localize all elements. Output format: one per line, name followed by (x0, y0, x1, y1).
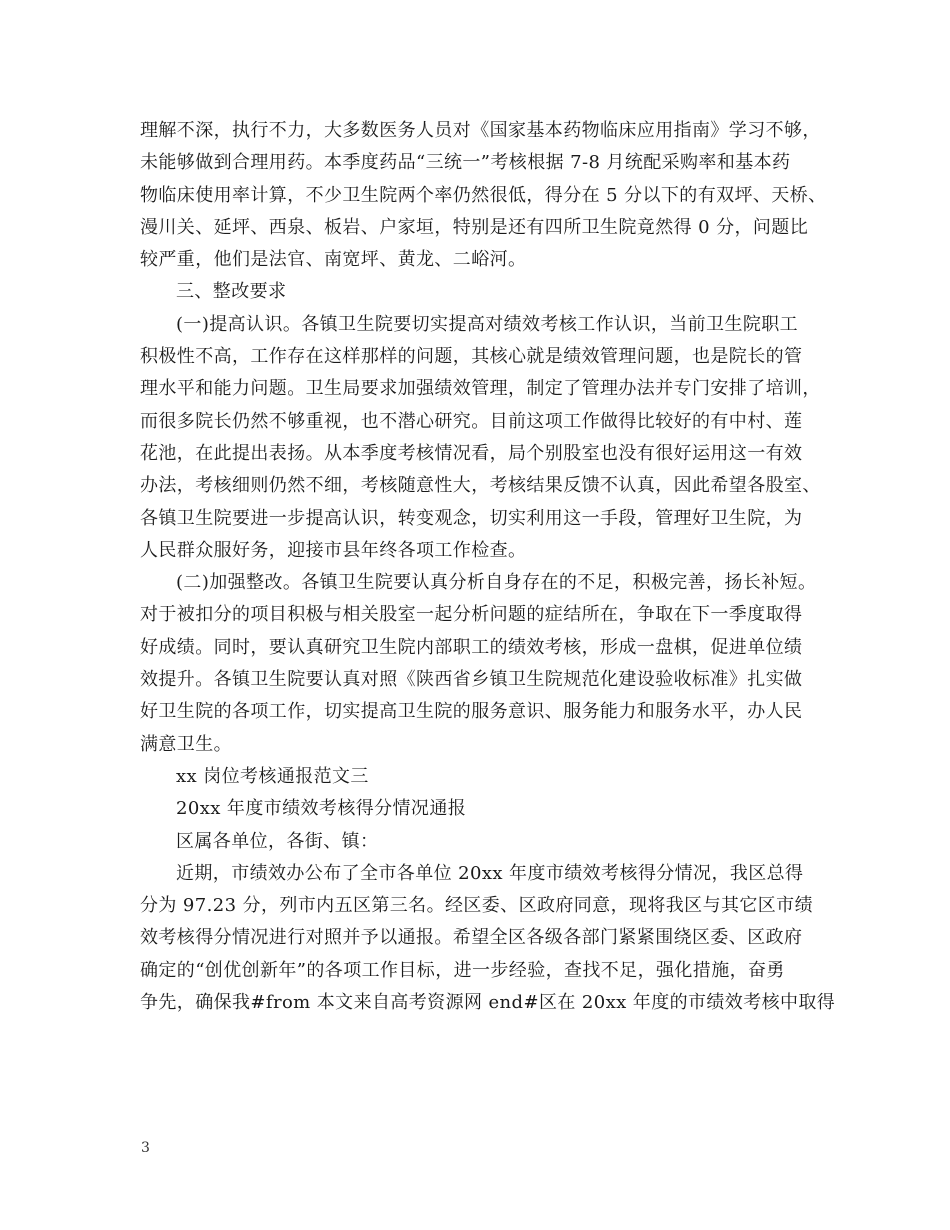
text-line: 效提升。各镇卫生院要认真对照《陕西省乡镇卫生院规范化建设验收标准》扎实做 (140, 669, 803, 691)
document-body (140, 115, 836, 1019)
text-line: 办法，考核细则仍然不细，考核随意性大，考核结果反馈不认真，因此希望各股室、 (140, 475, 821, 497)
text-line: 区属各单位，各街、镇： (176, 830, 379, 852)
text-line: 近期，市绩效办公布了全市各单位 20xx 年度市绩效考核得分情况，我区总得 (176, 862, 804, 884)
text-line: 理水平和能力问题。卫生局要求加强绩效管理，制定了管理办法并专门安排了培训， (140, 378, 821, 400)
text-line: (一)提高认识。各镇卫生院要切实提高对绩效考核工作认识，当前卫生院职工 (176, 313, 799, 335)
text-line: 好成绩。同时，要认真研究卫生院内部职工的绩效考核，形成一盘棋，促进单位绩 (140, 636, 803, 658)
text-line: 确定的“创优创新年”的各项工作目标，进一步经验，查找不足，强化措施，奋勇 (140, 959, 785, 981)
text-line: 理解不深，执行不力，大多数医务人员对《国家基本药物临床应用指南》学习不够， (140, 120, 821, 141)
text-line: 对于被扣分的项目积极与相关股室一起分析问题的症结所在，争取在下一季度取得 (140, 604, 803, 626)
text-line: 分为 97.23 分，列市内五区第三名。经区委、区政府同意，现将我区与其它区市绩 (140, 895, 813, 917)
text-line: (二)加强整改。各镇卫生院要认真分析自身存在的不足，积极完善，扬长补短。 (176, 572, 817, 594)
text-line: 人民群众服好务，迎接市县年终各项工作检查。 (140, 539, 527, 561)
text-line: 花池，在此提出表扬。从本季度考核情况看，局个别股室也没有很好运用这一有效 (140, 442, 803, 464)
text-line: xx 岗位考核通报范文三 (176, 765, 369, 787)
text-line: 积极性不高，工作存在这样那样的问题，其核心就是绩效管理问题，也是院长的管 (140, 346, 803, 368)
text-line: 争先，确保我#from 本文来自高考资源网 end#区在 20xx 年度的市绩效考核中取得 (140, 992, 836, 1014)
text-line: 效考核得分情况进行对照并予以通报。希望全区各级各部门紧紧围绕区委、区政府 (140, 927, 803, 949)
text-line: 物临床使用率计算，不少卫生院两个率仍然很低，得分在 5 分以下的有双坪、天桥、 (140, 184, 827, 206)
text-line: 而很多院长仍然不够重视，也不潜心研究。目前这项工作做得比较好的有中村、莲 (140, 410, 803, 432)
text-line: 三、整改要求 (176, 281, 287, 303)
text-line: 20xx 年度市绩效考核得分情况通报 (176, 798, 467, 820)
text-line: 漫川关、延坪、西泉、板岩、户家垣，特别是还有四所卫生院竟然得 0 分，问题比 (140, 216, 809, 238)
text-line: 满意卫生。 (140, 733, 232, 755)
text-line: 较严重，他们是法官、南宽坪、黄龙、二峪河。 (140, 249, 527, 271)
text-line: 未能够做到合理用药。本季度药品“三统一”考核根据 7-8 月统配采购率和基本药 (140, 152, 791, 174)
page-number: 3 (141, 1140, 150, 1156)
text-line: 好卫生院的各项工作，切实提高卫生院的服务意识、服务能力和服务水平，办人民 (140, 701, 803, 723)
text-line: 各镇卫生院要进一步提高认识，转变观念，切实利用这一手段，管理好卫生院，为 (140, 507, 803, 529)
